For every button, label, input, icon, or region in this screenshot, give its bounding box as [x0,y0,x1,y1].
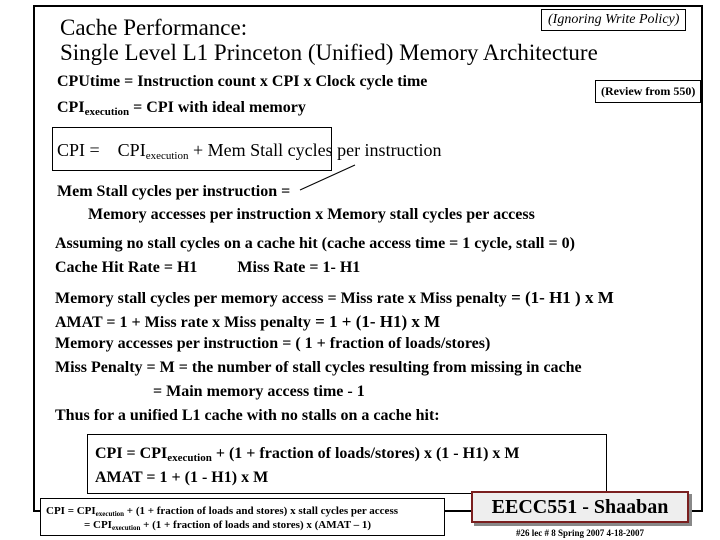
amat-formula: AMAT = 1 + Miss rate x Miss penalty [55,314,311,331]
summary-1-subscript: execution [95,510,125,518]
amat-result: = 1 + (1- H1) x M [310,312,441,331]
result-cpi-label: CPI = CPI [95,445,168,462]
text-line-9: Miss Penalty = M = the number of stall cycles resulting from missing in cache [55,359,582,376]
cpi-eq-rest: + Mem Stall cycles per instruction [188,140,442,160]
text-line-1: Memory accesses per instruction x Memory stall cycles per access [88,206,535,223]
title-line-2: Single Level L1 Princeton (Unified) Memory Architecture [60,40,598,65]
summary-line-2 [84,519,371,531]
summary-2-label: = CPI [84,519,112,531]
course-brand-badge: EECC551 - Shaaban [471,491,689,523]
cpi-eq-term: CPI [117,140,146,160]
summary-2-rest: + (1 + fraction of loads and stores) x (AMAT – 1) [140,519,372,531]
write-policy-note: (Ignoring Write Policy) [541,9,686,31]
memory-stall-result: = (1- H1 ) x M [506,288,614,307]
text-line-6 [55,312,440,332]
cpi-execution-rest: = CPI with ideal memory [129,99,306,116]
text-line-11: Thus for a unified L1 cache with no stalls on a cache hit: [55,407,440,424]
summary-1-label: CPI = CPI [46,505,96,517]
result-amat: AMAT = 1 + (1 - H1) x M [95,469,269,486]
text-line-10: = Main memory access time - 1 [153,383,365,400]
summary-2-subscript: execution [111,524,141,532]
result-cpi-subscript: execution [167,452,212,464]
text-line-8: Memory accesses per instruction = ( 1 + fraction of loads/stores) [55,335,491,352]
text-line-4 [55,288,614,308]
cpi-eq-label: CPI = [57,140,100,160]
summary-line-1 [46,505,398,517]
text-line-0: Mem Stall cycles per instruction = [57,183,291,200]
cpi-label: CPI [57,99,85,116]
cpi-eq-subscript: execution [145,150,189,162]
text-line-2: Assuming no stall cycles on a cache hit (cache access time = 1 cycle, stall = 0) [55,235,575,252]
cputime-formula: CPUtime = Instruction count x CPI x Clock cycle time [57,73,428,90]
result-cpi-rest: + (1 + fraction of loads/stores) x (1 - H1) x M [211,445,520,462]
result-cpi [95,445,520,463]
title-line-1: Cache Performance: [60,15,248,40]
review-note: (Review from 550) [595,80,701,103]
slide-footer: #26 lec # 8 Spring 2007 4-18-2007 [516,528,644,538]
memory-stall-formula: Memory stall cycles per memory access = Miss rate x Miss penalty [55,290,507,307]
text-line-3: Cache Hit Rate = H1 Miss Rate = 1- H1 [55,259,361,276]
execution-subscript: execution [84,106,130,118]
summary-1-rest: + (1 + fraction of loads and stores) x stall cycles per access [124,505,398,517]
